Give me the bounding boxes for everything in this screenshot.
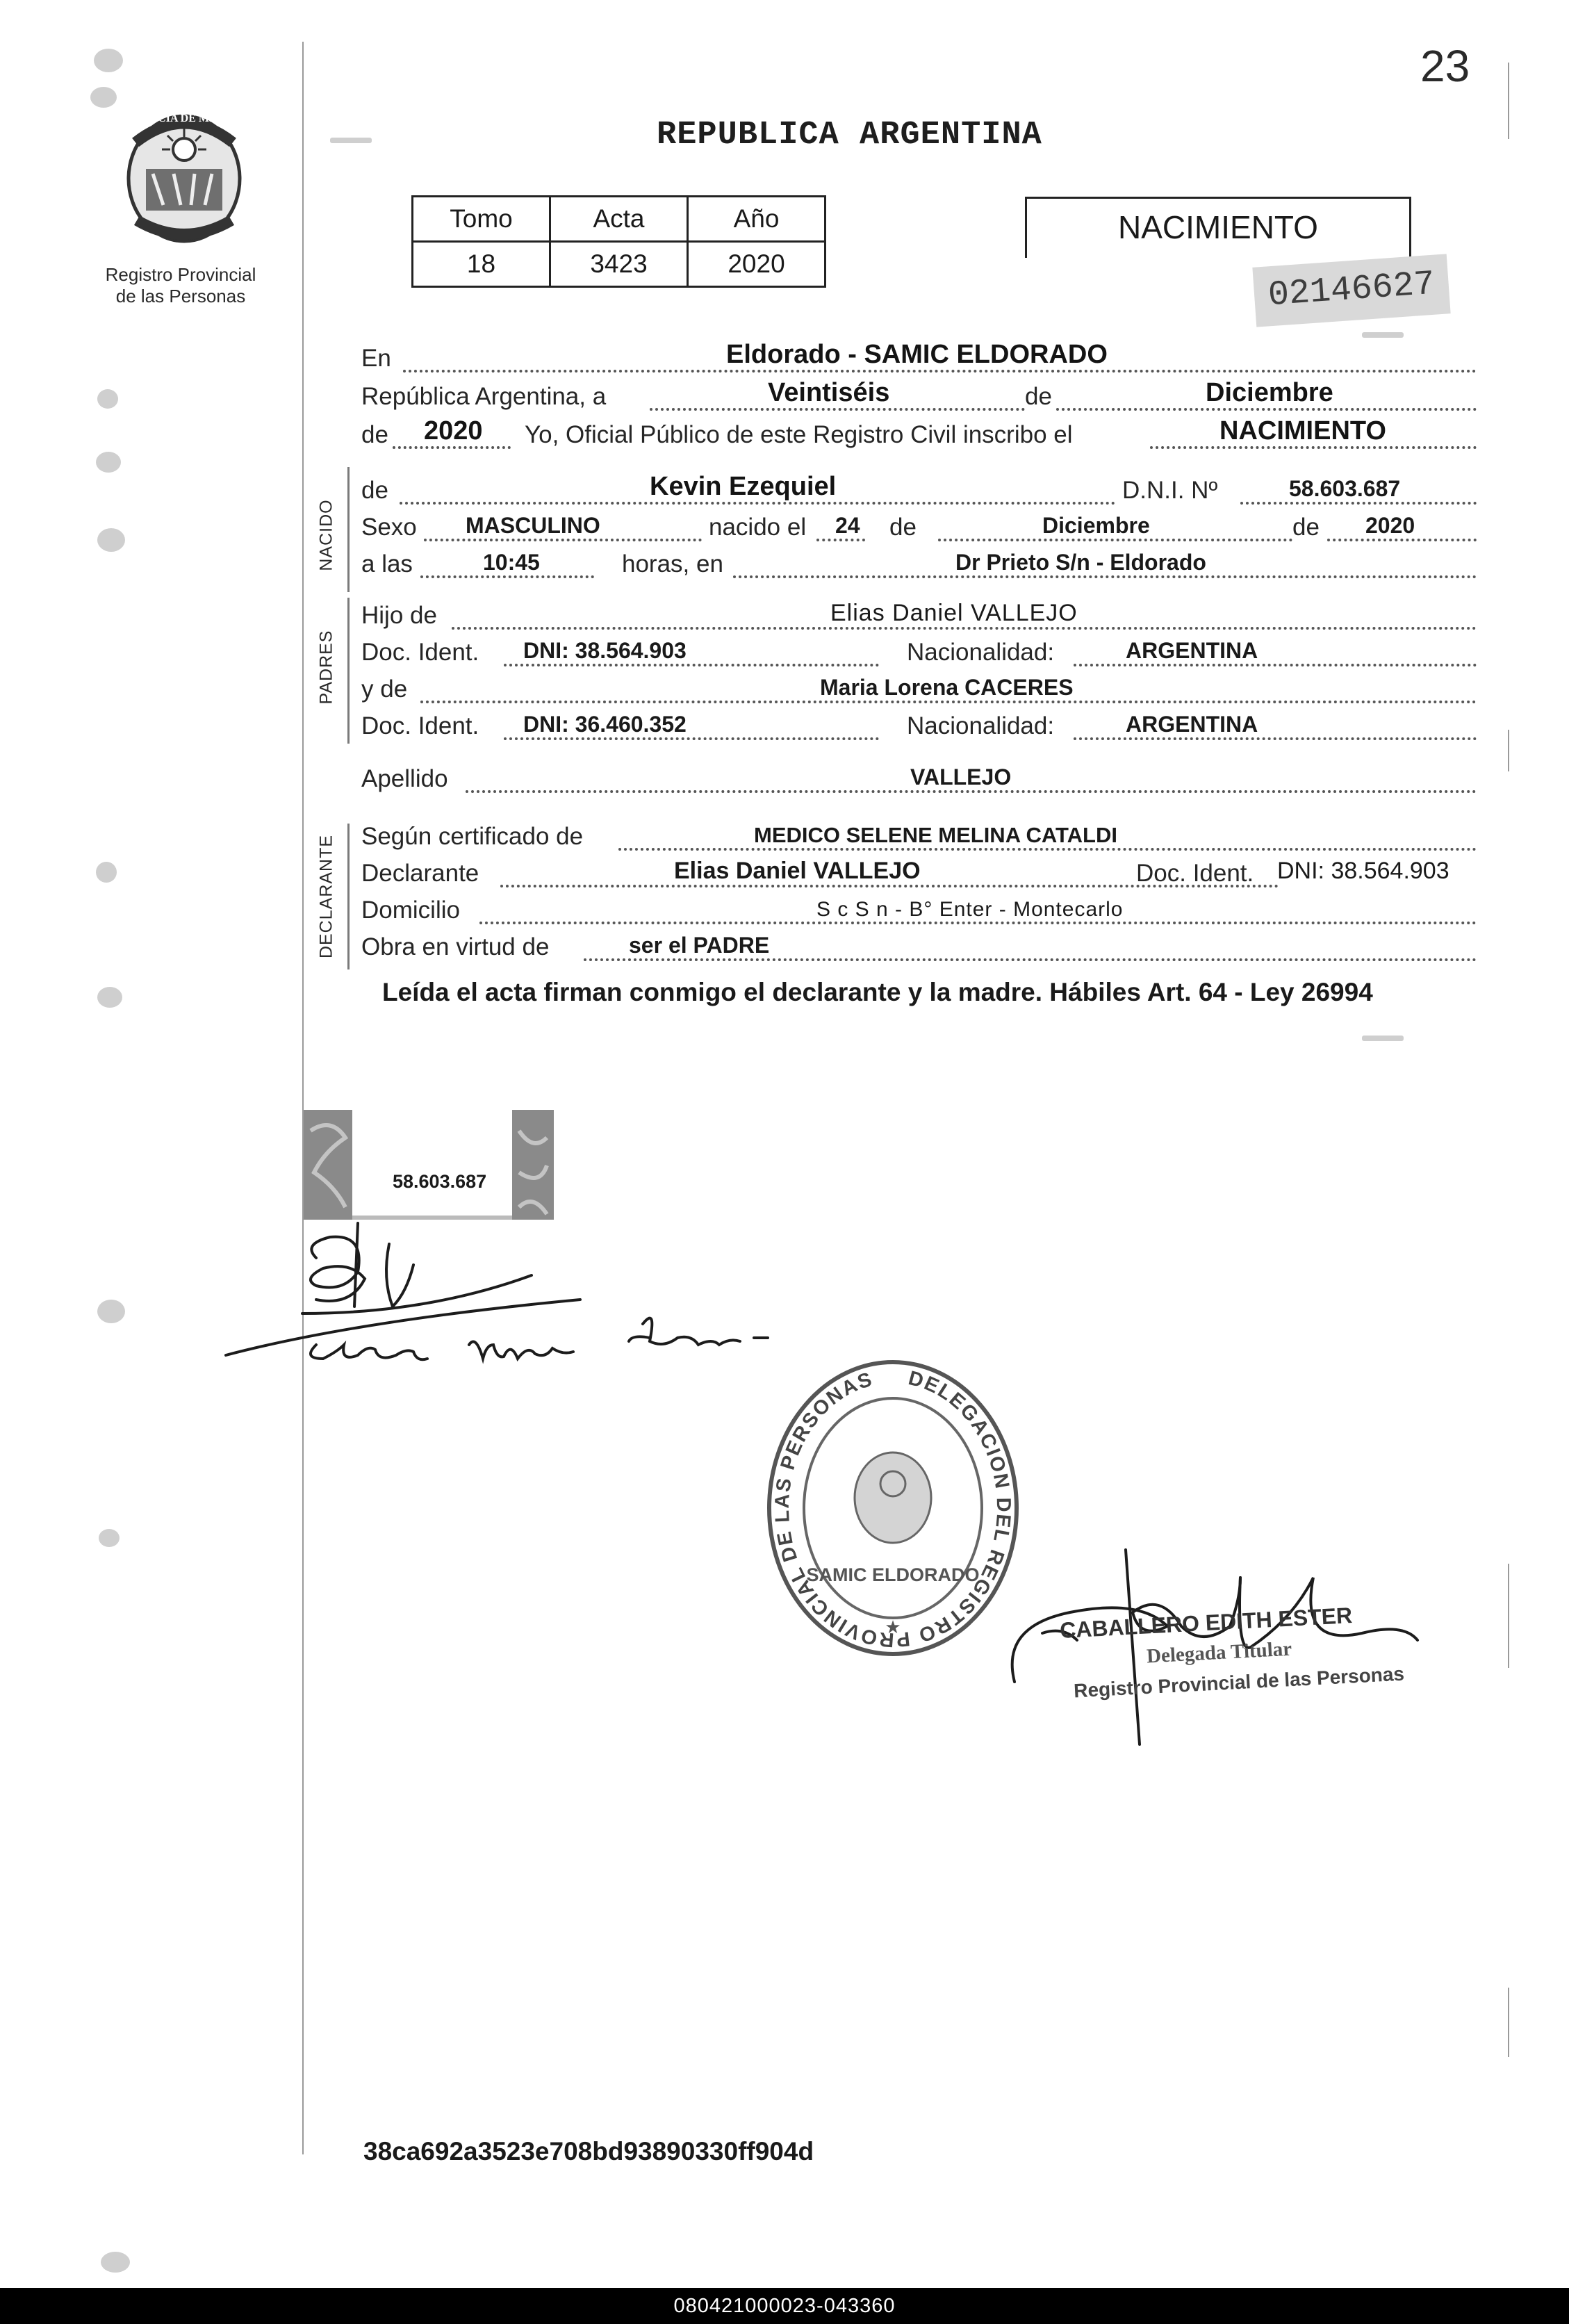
- official-role: Delegada Titular: [1146, 1637, 1292, 1668]
- registration-table: [411, 195, 826, 288]
- line-father: [361, 598, 1477, 635]
- name-value: Kevin Ezequiel: [650, 472, 837, 501]
- year-value: 2020: [424, 416, 483, 445]
- side-label-declarante: DECLARANTE: [316, 834, 336, 959]
- a-las-label: a las: [361, 550, 413, 578]
- value-tomo: 18: [413, 242, 550, 287]
- record-type-box: NACIMIENTO: [1025, 197, 1411, 258]
- line-mother: [361, 671, 1477, 709]
- hijo-label: Hijo de: [361, 602, 437, 629]
- de-month-label: de: [889, 514, 917, 541]
- domicilio-label: Domicilio: [361, 897, 460, 924]
- sex-value: MASCULINO: [466, 513, 600, 538]
- obra-label: Obra en virtud de: [361, 933, 550, 960]
- mother-doc-label: Doc. Ident.: [361, 712, 479, 739]
- seal-ring-text: DELEGACION DEL REGISTRO PROVINCIAL DE LAS PERSONAS: [771, 1367, 1015, 1651]
- side-label-nacido: NACIDO: [316, 499, 336, 571]
- de-year2-label: de: [1292, 514, 1320, 541]
- en-label: En: [361, 345, 391, 372]
- mother-nat-value: ARGENTINA: [1126, 712, 1258, 737]
- line-address: [361, 892, 1477, 930]
- line-sex: [361, 509, 1477, 547]
- line-year: [361, 417, 1477, 455]
- mother-doc-value: DNI: 36.460.352: [523, 712, 687, 737]
- line-declarant: [361, 856, 1477, 893]
- month-value: Diciembre: [1206, 378, 1333, 407]
- document-hash: 38ca692a3523e708bd93890330ff904d: [363, 2137, 814, 2166]
- de-label: de: [1025, 383, 1052, 410]
- seal-center-text: SAMIC ELDORADO: [806, 1564, 980, 1585]
- official-office: Registro Provincial de las Personas: [1073, 1662, 1405, 1702]
- mother-value: Maria Lorena CACERES: [820, 675, 1074, 700]
- svg-text:★: ★: [885, 1617, 901, 1637]
- segun-label: Según certificado de: [361, 823, 584, 850]
- registry-line-1: Registro Provincial: [105, 264, 256, 285]
- dni-label: D.N.I. Nº: [1122, 477, 1218, 504]
- value-acta: 3423: [550, 242, 688, 287]
- dni-value: 58.603.687: [1289, 476, 1401, 501]
- certificate-value: MEDICO SELENE MELINA CATALDI: [754, 823, 1117, 847]
- line-time: [361, 546, 1477, 584]
- line-capacity: [361, 929, 1477, 967]
- closing-note: Leída el acta firman conmigo el declarante y la madre. Hábiles Art. 64 - Ley 26994: [382, 978, 1373, 1006]
- line-mother-doc: [361, 708, 1477, 746]
- line-date: [361, 379, 1477, 416]
- declarant-value: Elias Daniel VALLEJO: [674, 858, 921, 884]
- serial-number-label: 02146627: [1252, 254, 1450, 327]
- footer-code: 080421000023-043360: [673, 2295, 896, 2317]
- declarante-label: Declarante: [361, 860, 479, 887]
- side-label-padres: PADRES: [316, 630, 336, 705]
- declarant-doc-value: DNI: 38.564.903: [1277, 858, 1449, 884]
- crest-text: PROVINCIA DE MISIONES: [115, 113, 254, 124]
- registration-value-row: [413, 242, 825, 287]
- father-nat-value: ARGENTINA: [1126, 638, 1258, 663]
- place-value: Eldorado - SAMIC ELDORADO: [726, 340, 1108, 369]
- birth-month-value: Diciembre: [1042, 513, 1150, 538]
- nacido-label: nacido el: [709, 514, 807, 541]
- de-name-label: de: [361, 477, 388, 504]
- page-number: 23: [1420, 41, 1470, 91]
- act-value: NACIMIENTO: [1219, 416, 1386, 445]
- time-value: 10:45: [483, 550, 540, 575]
- handwritten-signatures: [219, 1195, 844, 1404]
- header-acta: Acta: [550, 197, 688, 242]
- line-place: [361, 341, 1477, 378]
- horas-label: horas, en: [622, 550, 723, 578]
- official-name: CABALLERO EDITH ESTER: [1059, 1602, 1353, 1644]
- line-name: [361, 473, 1477, 510]
- de-year-label: de: [361, 421, 388, 448]
- yo-text: Yo, Oficial Público de este Registro Civil inscribo el: [525, 421, 1073, 448]
- capacity-value: ser el PADRE: [629, 933, 770, 958]
- father-doc-value: DNI: 38.564.903: [523, 638, 687, 663]
- declarant-doc-label: Doc. Ident.: [1136, 860, 1254, 887]
- address-value: S c S n - B° Enter - Montecarlo: [816, 898, 1124, 921]
- value-ano: 2020: [688, 242, 825, 287]
- mother-nat-label: Nacionalidad:: [907, 712, 1055, 739]
- line-father-doc: [361, 635, 1477, 672]
- father-value: Elias Daniel VALLEJO: [830, 600, 1078, 626]
- father-doc-label: Doc. Ident.: [361, 639, 479, 666]
- day-value: Veintiséis: [768, 378, 890, 407]
- sexo-label: Sexo: [361, 514, 417, 541]
- surname-value: VALLEJO: [910, 764, 1012, 789]
- header-ano: Año: [688, 197, 825, 242]
- province-crest-logo: [115, 101, 254, 247]
- line-certificate: [361, 819, 1477, 856]
- birth-day-value: 24: [835, 513, 860, 538]
- line-surname: [361, 761, 1477, 799]
- y-de-label: y de: [361, 676, 408, 703]
- republica-label: República Argentina, a: [361, 383, 607, 410]
- registry-line-2: de las Personas: [115, 286, 246, 306]
- birth-year-value: 2020: [1365, 513, 1415, 538]
- footer-bar: [0, 2288, 1569, 2324]
- apellido-label: Apellido: [361, 765, 448, 792]
- registration-header-row: [413, 197, 825, 242]
- page-title: REPUBLICA ARGENTINA: [657, 117, 1042, 154]
- father-nat-label: Nacionalidad:: [907, 639, 1055, 666]
- birth-place-value: Dr Prieto S/n - Eldorado: [955, 550, 1206, 575]
- registry-label: [90, 264, 271, 307]
- header-tomo: Tomo: [413, 197, 550, 242]
- dni-stamp-value: 58.603.687: [393, 1171, 487, 1192]
- official-oval-seal: [761, 1352, 1025, 1658]
